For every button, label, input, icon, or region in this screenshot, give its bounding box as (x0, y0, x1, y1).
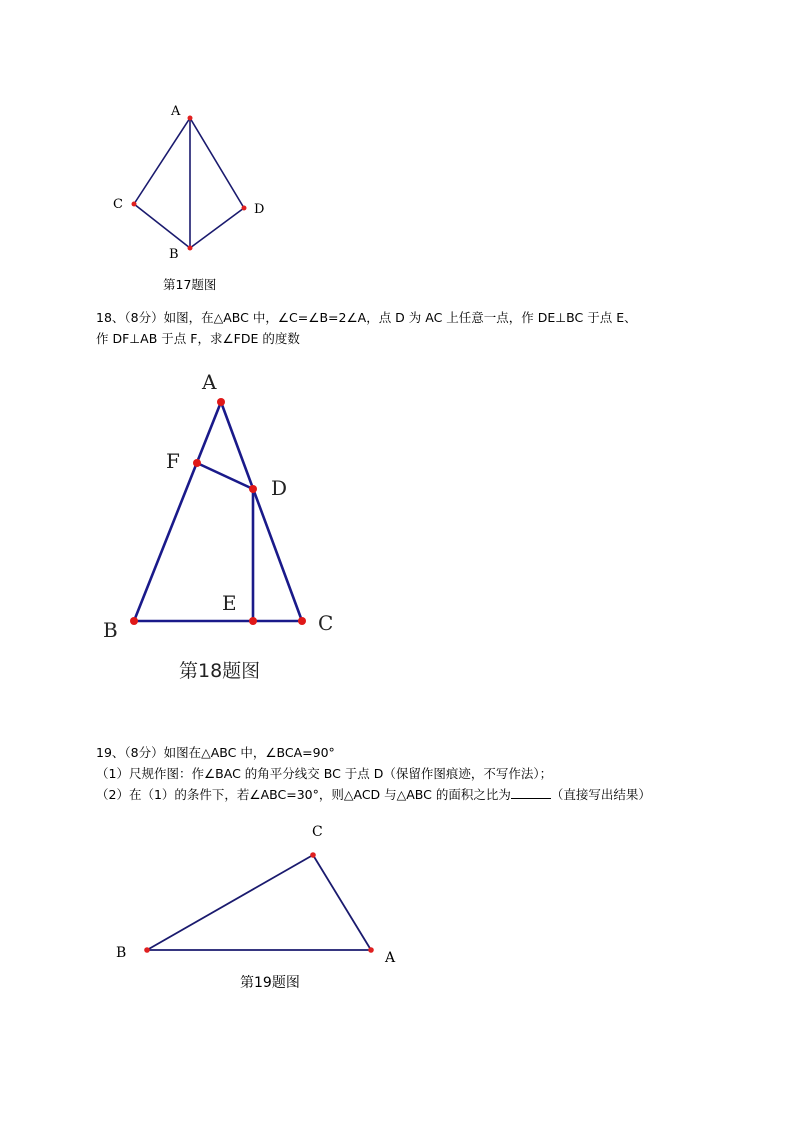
label-e: E (222, 591, 237, 615)
figure-18-caption: 第18题图 (179, 660, 261, 682)
label-d: D (271, 476, 288, 500)
point-c (310, 852, 316, 858)
question-19-part-2-text: （2）在（1）的条件下，若∠ABC=30°，则△ACD 与△ABC 的面积之比为 (96, 787, 511, 802)
label-a: A (202, 370, 217, 394)
label-b: B (169, 247, 179, 262)
question-19-line-2: （1）尺规作图：作∠BAC 的角平分线交 BC 于点 D（保留作图痕迹，不写作法）； (96, 766, 553, 781)
question-19-part-2-suffix: （直接写出结果） (550, 787, 651, 802)
question-18-line-1: 18、（8分）如图，在△ABC 中，∠C=∠B=2∠A，点 D 为 AC 上任意一点，作 DE⊥BC 于点 E、 (96, 310, 637, 325)
label-c: C (312, 824, 323, 840)
segment-bc (147, 855, 313, 950)
label-b: B (103, 618, 118, 642)
figure-19-caption: 第19题图 (240, 975, 300, 991)
label-b: B (116, 945, 127, 961)
segment-ca (313, 855, 371, 950)
question-19-line-1: 19、（8分）如图在△ABC 中，∠BCA=90° (96, 745, 335, 760)
figure-17-caption: 第17题图 (163, 277, 217, 292)
label-c: C (113, 197, 123, 212)
label-c: C (318, 611, 334, 635)
label-f: F (166, 449, 180, 473)
point-a (368, 947, 374, 953)
label-a: A (171, 104, 181, 119)
point-b (144, 947, 150, 953)
question-18-line-2: 作 DF⊥AB 于点 F，求∠FDE 的度数 (96, 331, 300, 346)
label-d: D (254, 202, 265, 217)
label-a: A (385, 950, 396, 966)
